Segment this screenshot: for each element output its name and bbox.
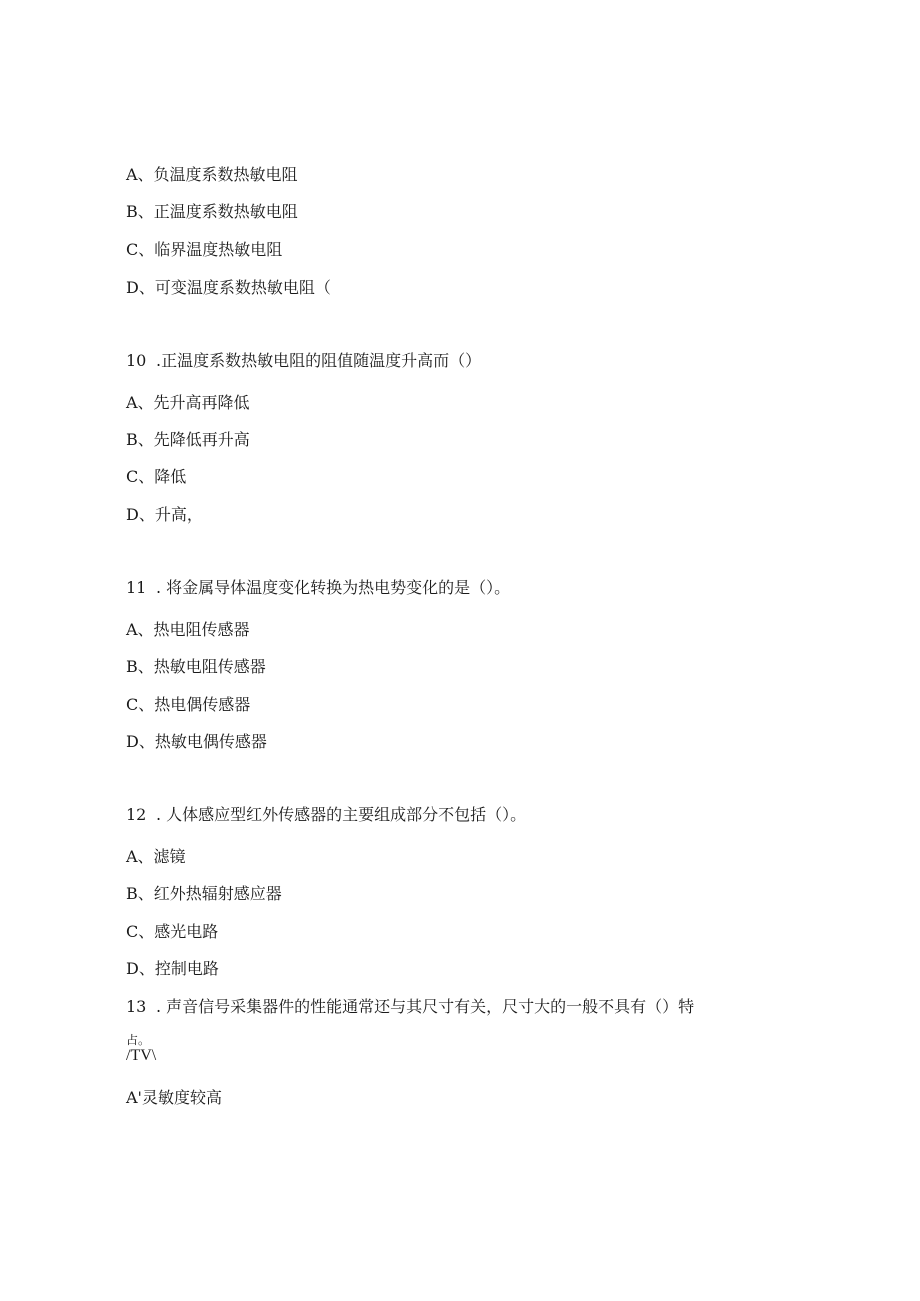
q12-option-c: C、感光电路 [126, 922, 219, 941]
q9-option-c: C、临界温度热敏电阻 [126, 240, 283, 259]
q9-option-a: A、负温度系数热敏电阻 [126, 165, 298, 184]
q11-stem [126, 578, 510, 598]
q12-option-a: A、滤镜 [126, 847, 186, 866]
q12-option-b: B、红外热辐射感应器 [126, 884, 282, 903]
q11-option-d: D、热敏电偶传感器 [126, 732, 267, 751]
q11-option-c: C、热电偶传感器 [126, 695, 251, 714]
q10-option-a: A、先升高再降低 [126, 393, 250, 412]
q10-number: 10 [126, 351, 147, 370]
q9-option-b: B、正温度系数热敏电阻 [126, 202, 298, 221]
q13-continuation: 占。 [126, 1033, 151, 1047]
q11-option-a: A、热电阻传感器 [126, 620, 250, 639]
q10-stem [126, 351, 481, 371]
q12-number: 12 [126, 805, 147, 824]
q11-text: . 将金属导体温度变化转换为热电势变化的是（）。 [156, 578, 511, 597]
q13-option-a: A'灵敏度较高 [126, 1088, 222, 1107]
q11-option-b: B、热敏电阻传感器 [126, 657, 266, 676]
q12-text: . 人体感应型红外传感器的主要组成部分不包括（）。 [156, 805, 527, 824]
q13-text: . 声音信号采集器件的性能通常还与其尺寸有关，尺寸大的一般不具有（）特 [156, 997, 695, 1016]
q13-stem [126, 997, 694, 1017]
q10-option-c: C、降低 [126, 467, 187, 486]
q13-artifact: /TV\ [126, 1047, 157, 1064]
q12-stem [126, 805, 526, 825]
q11-number: 11 [126, 578, 147, 597]
q10-option-d: D、升高， [126, 505, 203, 524]
q13-number: 13 [126, 997, 147, 1016]
q9-option-d: D、可变温度系数热敏电阻（ [126, 278, 331, 297]
q12-option-d: D、控制电路 [126, 959, 219, 978]
q10-option-b: B、先降低再升高 [126, 430, 250, 449]
q10-text: .正温度系数热敏电阻的阻值随温度升高而（） [156, 351, 482, 370]
